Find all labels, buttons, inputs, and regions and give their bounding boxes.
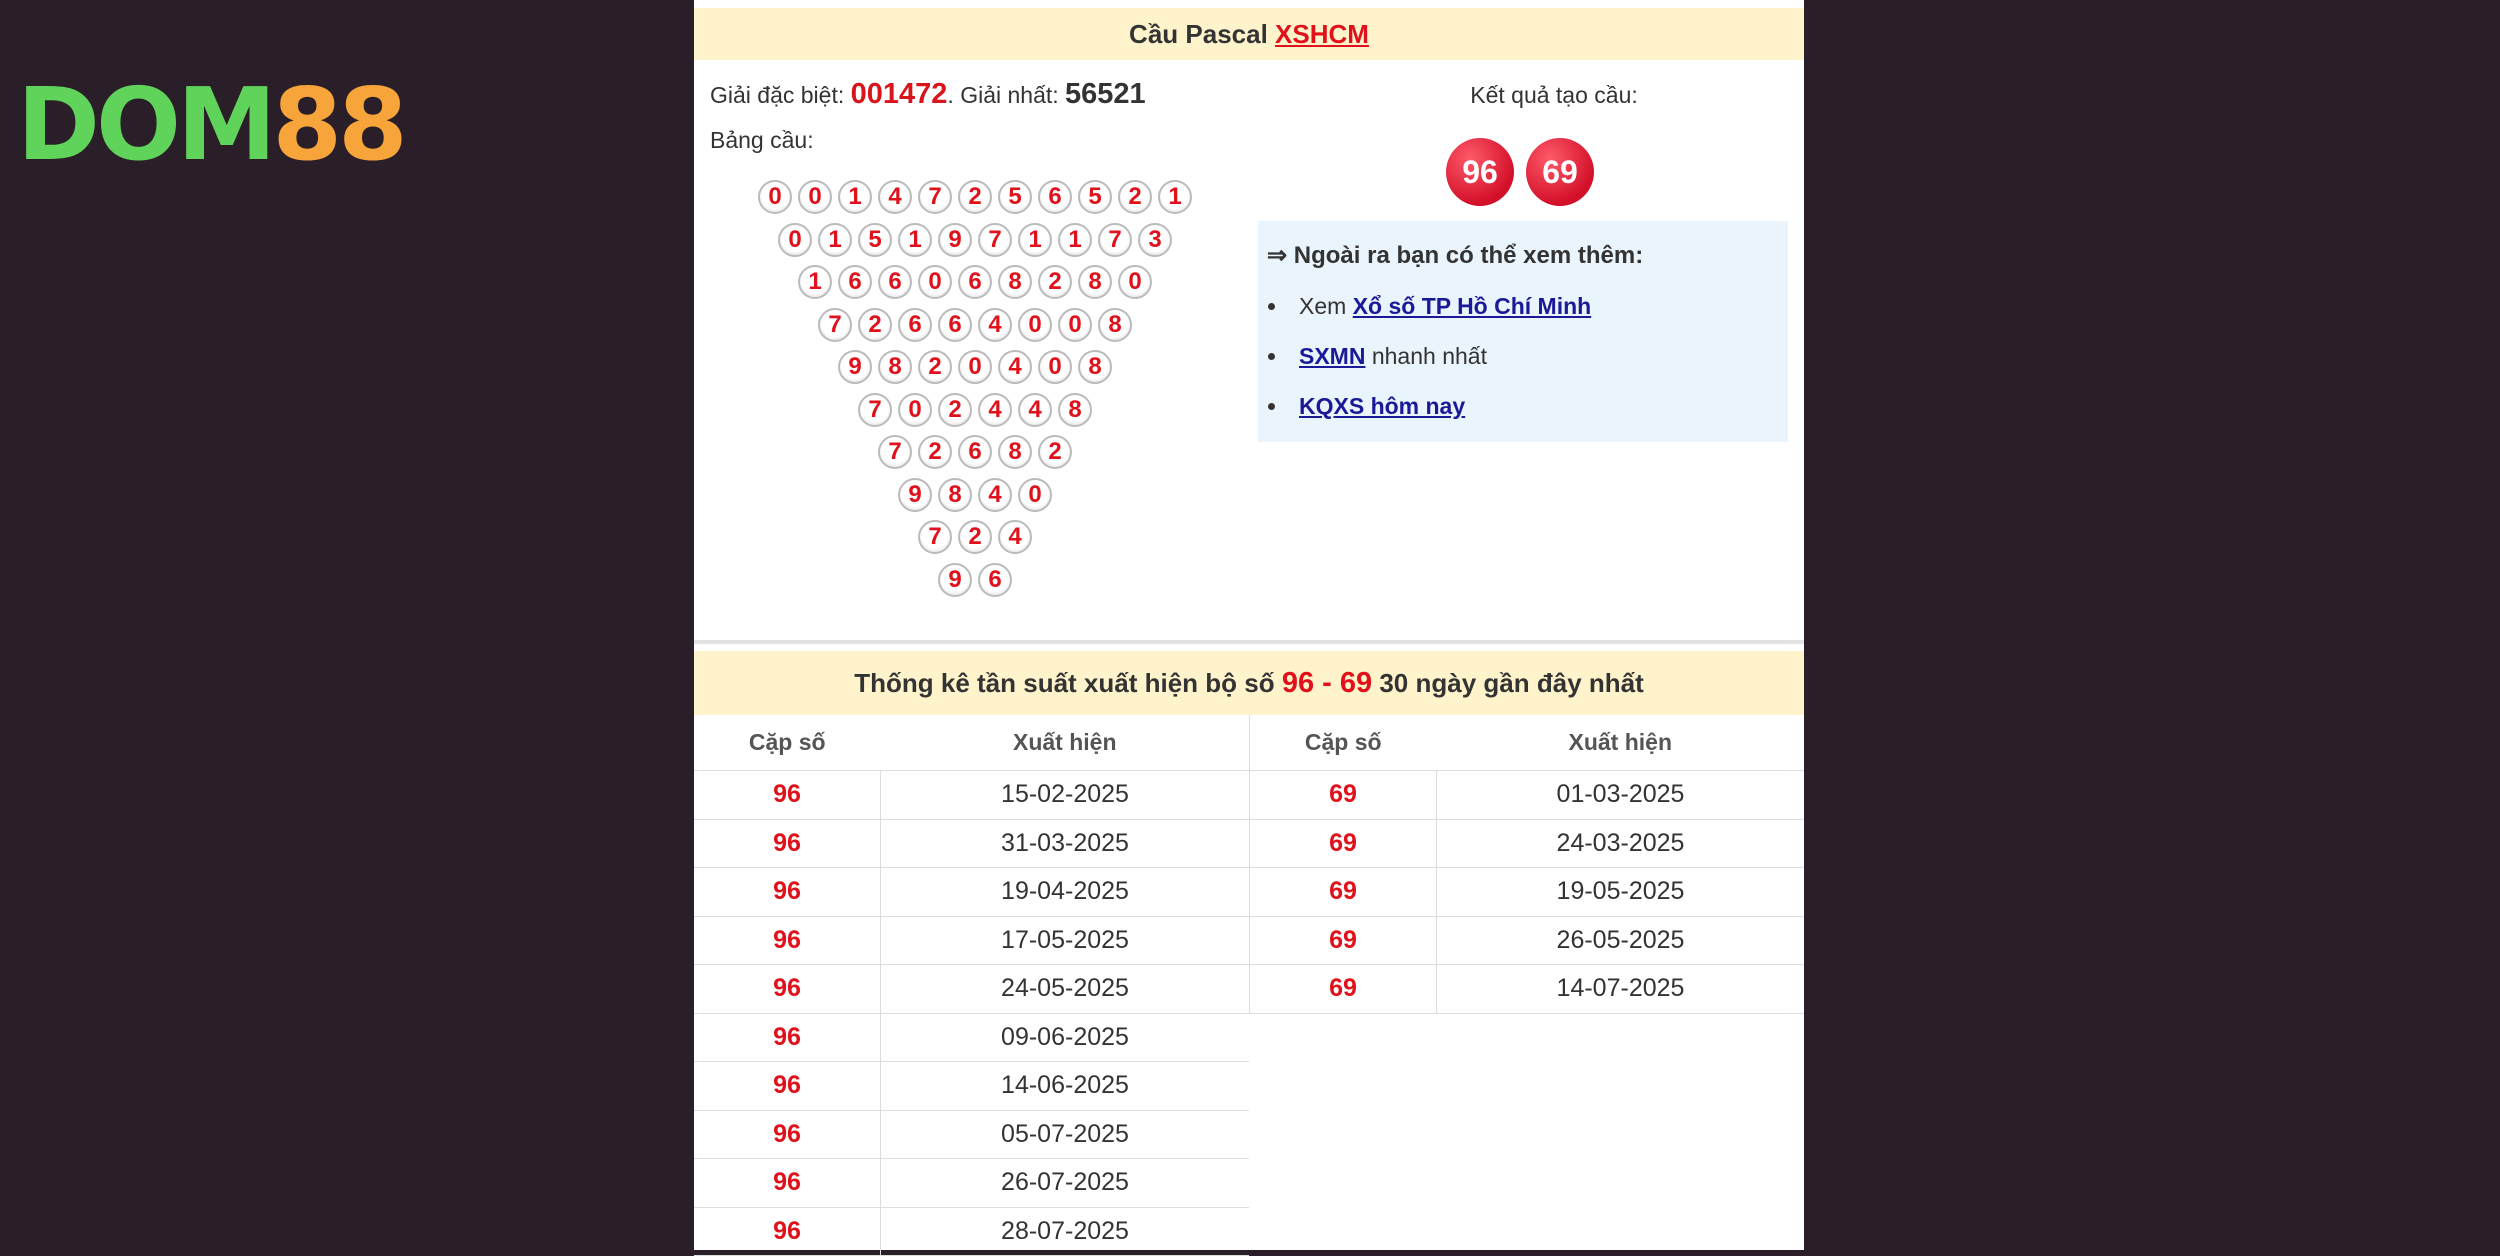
frequency-table-96 — [694, 715, 1249, 1256]
first-prize-label: . Giải nhất: — [947, 82, 1066, 108]
first-prize-value: 56521 — [1065, 78, 1146, 110]
date-cell: 05-07-2025 — [881, 1110, 1250, 1159]
table-row — [694, 819, 1249, 868]
pyramid-ball: 0 — [898, 393, 932, 427]
pair-cell: 69 — [1250, 819, 1437, 868]
pyramid-ball: 3 — [1138, 223, 1172, 257]
frequency-title-numbers: 96 - 69 — [1281, 667, 1373, 699]
kqxs-today-link[interactable]: KQXS hôm nay — [1299, 393, 1466, 419]
pair-cell: 96 — [694, 965, 881, 1014]
pyramid-ball: 7 — [1098, 223, 1132, 257]
dom88-logo[interactable] — [17, 66, 404, 183]
frequency-title-suffix: 30 ngày gần đây nhất — [1372, 668, 1644, 698]
pascal-pyramid — [694, 176, 1256, 601]
pyramid-ball: 2 — [1038, 435, 1072, 469]
pyramid-row — [694, 559, 1256, 602]
pyramid-ball: 0 — [958, 350, 992, 384]
bullet-icon — [1268, 303, 1275, 310]
pyramid-ball: 1 — [818, 223, 852, 257]
pyramid-ball: 4 — [978, 478, 1012, 512]
pyramid-ball: 7 — [818, 308, 852, 342]
result-ball: 96 — [1446, 138, 1514, 206]
result-balls — [1446, 138, 1594, 206]
pyramid-row — [694, 389, 1256, 432]
pyramid-ball: 7 — [918, 520, 952, 554]
pyramid-row — [694, 431, 1256, 474]
pyramid-ball: 2 — [918, 435, 952, 469]
pyramid-ball: 6 — [838, 265, 872, 299]
col-appear-header: Xuất hiện — [1437, 715, 1805, 771]
pyramid-ball: 1 — [838, 180, 872, 214]
pyramid-row — [694, 219, 1256, 262]
pyramid-ball: 9 — [938, 563, 972, 597]
pyramid-ball: 1 — [898, 223, 932, 257]
pyramid-ball: 1 — [1058, 223, 1092, 257]
special-prize-value: 001472 — [850, 78, 948, 110]
table-row — [694, 1207, 1249, 1256]
pyramid-ball: 4 — [998, 520, 1032, 554]
pyramid-ball: 0 — [1118, 265, 1152, 299]
pair-cell: 69 — [1250, 771, 1437, 820]
see-more-list — [1258, 291, 1591, 441]
pyramid-ball: 9 — [898, 478, 932, 512]
see-more-box — [1258, 221, 1788, 442]
pyramid-ball: 7 — [918, 180, 952, 214]
pyramid-ball: 6 — [898, 308, 932, 342]
pyramid-row — [694, 346, 1256, 389]
pascal-title: Cầu Pascal — [1129, 19, 1276, 49]
pyramid-ball: 2 — [918, 350, 952, 384]
pyramid-ball: 6 — [958, 265, 992, 299]
pyramid-ball: 7 — [878, 435, 912, 469]
col-pair-header: Cặp số — [1250, 715, 1437, 771]
pair-cell: 69 — [1250, 868, 1437, 917]
pyramid-ball: 8 — [1078, 350, 1112, 384]
pyramid-ball: 6 — [938, 308, 972, 342]
pyramid-ball: 7 — [978, 223, 1012, 257]
result-label: Kết quả tạo cầu: — [1470, 82, 1638, 108]
sxmn-link[interactable]: SXMN — [1299, 343, 1366, 369]
pyramid-ball: 9 — [838, 350, 872, 384]
pyramid-ball: 7 — [858, 393, 892, 427]
pyramid-ball: 0 — [758, 180, 792, 214]
date-cell: 19-04-2025 — [881, 868, 1250, 917]
pyramid-ball: 8 — [998, 435, 1032, 469]
table-row — [694, 1013, 1249, 1062]
result-ball: 69 — [1526, 138, 1594, 206]
date-cell: 15-02-2025 — [881, 771, 1250, 820]
pyramid-ball: 6 — [978, 563, 1012, 597]
date-cell: 26-07-2025 — [881, 1159, 1250, 1208]
pair-cell: 96 — [694, 868, 881, 917]
pyramid-ball: 4 — [1018, 393, 1052, 427]
pyramid-row — [694, 516, 1256, 559]
col-appear-header: Xuất hiện — [881, 715, 1250, 771]
table-row — [694, 1159, 1249, 1208]
pair-cell: 96 — [694, 819, 881, 868]
pyramid-ball: 5 — [858, 223, 892, 257]
pyramid-ball: 5 — [1078, 180, 1112, 214]
pyramid-row — [694, 261, 1256, 304]
pyramid-ball: 1 — [1158, 180, 1192, 214]
date-cell: 14-06-2025 — [881, 1062, 1250, 1111]
pair-cell: 96 — [694, 771, 881, 820]
prize-line — [710, 78, 1146, 111]
pair-cell: 96 — [694, 1110, 881, 1159]
pyramid-ball: 8 — [998, 265, 1032, 299]
pair-cell: 96 — [694, 1062, 881, 1111]
table-row — [694, 868, 1249, 917]
date-cell: 17-05-2025 — [881, 916, 1250, 965]
pyramid-ball: 1 — [1018, 223, 1052, 257]
pyramid-ball: 8 — [1098, 308, 1132, 342]
pyramid-ball: 8 — [878, 350, 912, 384]
content-panel — [694, 0, 1804, 1250]
pyramid-ball: 8 — [1058, 393, 1092, 427]
pyramid-ball: 2 — [1038, 265, 1072, 299]
table-row — [1250, 916, 1805, 965]
bullet-icon — [1268, 403, 1275, 410]
pyramid-ball: 0 — [1018, 308, 1052, 342]
logo-text-dom: DOM — [17, 66, 273, 183]
pyramid-ball: 4 — [878, 180, 912, 214]
logo-text-88: 88 — [272, 66, 404, 183]
pascal-header — [694, 8, 1804, 60]
list-item — [1258, 391, 1591, 441]
pyramid-ball: 6 — [958, 435, 992, 469]
pascal-card — [694, 0, 1804, 644]
pyramid-ball: 6 — [878, 265, 912, 299]
date-cell: 31-03-2025 — [881, 819, 1250, 868]
pyramid-ball: 0 — [1018, 478, 1052, 512]
sxmn-suffix: nhanh nhất — [1365, 343, 1487, 369]
pyramid-ball: 1 — [798, 265, 832, 299]
pyramid-ball: 5 — [998, 180, 1032, 214]
date-cell: 01-03-2025 — [1437, 771, 1805, 820]
xo-so-hcm-link[interactable]: Xổ số TP Hồ Chí Minh — [1352, 293, 1592, 319]
col-pair-header: Cặp số — [694, 715, 881, 771]
table-row — [1250, 868, 1805, 917]
pyramid-row — [694, 176, 1256, 219]
pair-cell: 96 — [694, 916, 881, 965]
table-row — [1250, 771, 1805, 820]
pyramid-ball: 2 — [958, 520, 992, 554]
date-cell: 09-06-2025 — [881, 1013, 1250, 1062]
frequency-table-69 — [1249, 715, 1804, 1014]
table-row — [694, 1110, 1249, 1159]
see-more-prefix: Xem — [1299, 293, 1353, 319]
xshcm-link[interactable]: XSHCM — [1275, 19, 1369, 49]
date-cell: 24-03-2025 — [1437, 819, 1805, 868]
see-more-title: ⇒ Ngoài ra bạn có thể xem thêm: — [1267, 242, 1644, 269]
pyramid-ball: 4 — [978, 308, 1012, 342]
date-cell: 28-07-2025 — [881, 1207, 1250, 1256]
table-row — [1250, 819, 1805, 868]
table-row — [694, 965, 1249, 1014]
frequency-title-prefix: Thống kê tần suất xuất hiện bộ số — [854, 668, 1282, 698]
pyramid-ball: 2 — [958, 180, 992, 214]
frequency-header — [694, 651, 1804, 715]
date-cell: 26-05-2025 — [1437, 916, 1805, 965]
date-cell: 14-07-2025 — [1437, 965, 1805, 1014]
pyramid-ball: 8 — [938, 478, 972, 512]
pyramid-ball: 2 — [938, 393, 972, 427]
frequency-card — [694, 651, 1804, 1250]
pair-cell: 96 — [694, 1013, 881, 1062]
pyramid-ball: 4 — [978, 393, 1012, 427]
pyramid-row — [694, 474, 1256, 517]
pyramid-ball: 0 — [798, 180, 832, 214]
pyramid-ball: 0 — [918, 265, 952, 299]
date-cell: 24-05-2025 — [881, 965, 1250, 1014]
bullet-icon — [1268, 353, 1275, 360]
special-prize-label: Giải đặc biệt: — [710, 82, 851, 108]
pair-cell: 69 — [1250, 965, 1437, 1014]
table-row — [694, 1062, 1249, 1111]
pair-cell: 96 — [694, 1159, 881, 1208]
pyramid-ball: 4 — [998, 350, 1032, 384]
list-item — [1258, 291, 1591, 341]
pascal-table-label: Bảng cầu: — [710, 127, 814, 153]
table-row — [694, 771, 1249, 820]
pyramid-ball: 8 — [1078, 265, 1112, 299]
pyramid-ball: 2 — [1118, 180, 1152, 214]
pyramid-ball: 0 — [1058, 308, 1092, 342]
table-row — [694, 916, 1249, 965]
pair-cell: 69 — [1250, 916, 1437, 965]
date-cell: 19-05-2025 — [1437, 868, 1805, 917]
pyramid-ball: 2 — [858, 308, 892, 342]
pyramid-ball: 0 — [1038, 350, 1072, 384]
list-item — [1258, 341, 1591, 391]
pyramid-row — [694, 304, 1256, 347]
pyramid-ball: 0 — [778, 223, 812, 257]
pyramid-ball: 6 — [1038, 180, 1072, 214]
pyramid-ball: 9 — [938, 223, 972, 257]
pair-cell: 96 — [694, 1207, 881, 1256]
table-row — [1250, 965, 1805, 1014]
